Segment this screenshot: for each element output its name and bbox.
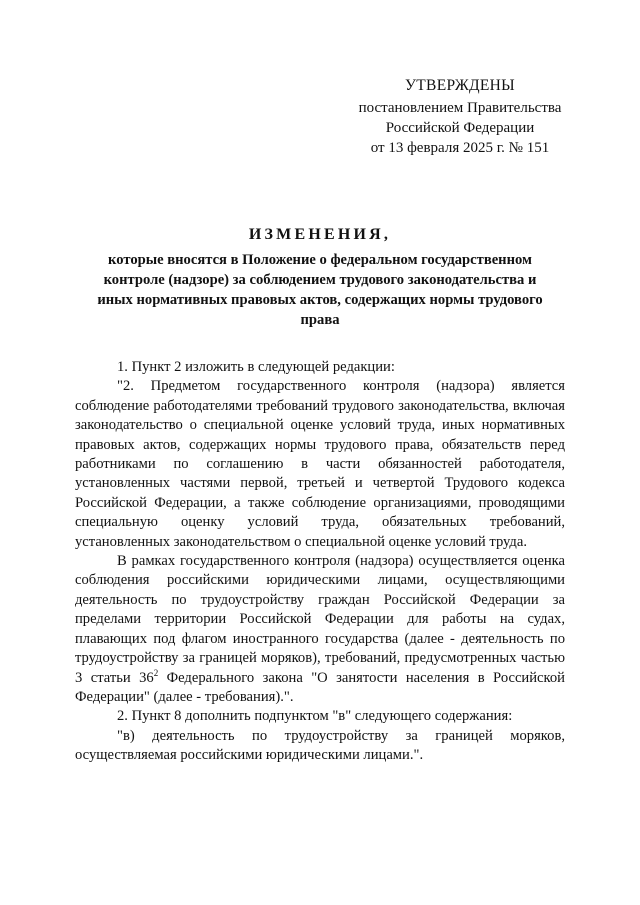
approval-block bbox=[330, 76, 590, 158]
paragraph-3-text-end: Федерального закона "О занятости населения в Российской Федерации" (далее - требования).". bbox=[75, 669, 565, 705]
document-body bbox=[75, 358, 565, 766]
article-superscript: 2 bbox=[153, 667, 159, 678]
paragraph-3 bbox=[75, 552, 565, 707]
document-subtitle: которые вносятся в Положение о федеральном государственном контроле (надзоре) за соблюдением трудового законодательства и иных нормативных правовых актов, содержащих нормы трудового права bbox=[97, 252, 543, 328]
paragraph-1: 1. Пункт 2 изложить в следующей редакции: bbox=[117, 359, 395, 375]
approval-heading: УТВЕРЖДЕНЫ bbox=[405, 77, 515, 94]
document-title: ИЗМЕНЕНИЯ, bbox=[248, 226, 392, 243]
paragraph-4: 2. Пункт 8 дополнить подпунктом "в" следующего содержания: bbox=[117, 708, 513, 725]
paragraph-3-text: В рамках государственного контроля (надзора) осуществляется оценка соблюдения российскими юридическими лицами, осуществляющими деятельность по трудоустройству граждан Российской Федерации за пределами территории Российской Федерации для работы на судах, плавающих под флагом иностранного государства (далее - деятельность по трудоустройству за границей моряков), требований, предусмотренных частью 3 статьи 36 bbox=[75, 553, 565, 686]
approval-line-3: от 13 февраля 2025 г. № 151 bbox=[370, 140, 550, 156]
approval-line-2: Российской Федерации bbox=[385, 120, 535, 136]
paragraph-2: "2. Предметом государственного контроля (надзора) является соблюдение работодателями требований трудового законодательства, включая законодательство о специальной оценке условий труда, иных нормативных правовых актов, содержащих нормы трудового права, обязательств перед работниками по соглашению в части обязанностей работодателя, установленных частями первой, третьей и четвертой Трудового кодекса Российской Федерации, а также соблюдение организациями, проводящими специальную оценку условий труда, обязательных требований, установленных законодательством о специальной оценке условий труда. bbox=[75, 378, 565, 550]
paragraph-5: "в) деятельность по трудоустройству за границей моряков, осуществляемая российскими юридическими лицами.". bbox=[75, 727, 565, 764]
approval-line-1: постановлением Правительства bbox=[358, 100, 562, 116]
